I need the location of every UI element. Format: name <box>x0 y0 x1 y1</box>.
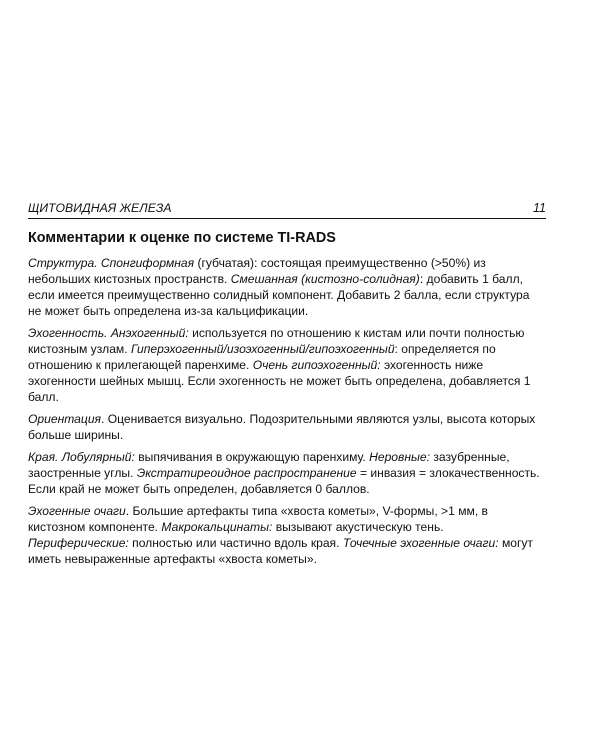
italic-term: Гиперэхогенный/изоэхогенный/гипоэхогенный <box>130 342 395 356</box>
paragraph-text: используется по отношению к кистам или почти полностью кистозным узлам. <box>28 326 525 356</box>
paragraph-text: эхогенность ниже эхогенности шейных мышц. Если эхогенность не может быть определена, добавляется 1 балл. <box>28 358 531 404</box>
paragraph-text: . Большие артефакты типа «хвоста кометы», V-формы, >1 мм, в кистозном компоненте. <box>28 504 488 534</box>
paragraph-text: . Оценивается визуально. Подозрительными являются узлы, высота которых больше ширины. <box>28 412 536 442</box>
paragraph-text: зазубренные, заостренные углы. <box>28 450 510 480</box>
body-text <box>28 255 546 573</box>
italic-term: Анэхогенный: <box>110 326 189 340</box>
paragraph-text: полностью или частично вдоль края. <box>128 536 343 550</box>
paragraph-text: (губчатая): состоящая преимущественно (>50%) из небольших кистозных пространств. <box>28 256 486 286</box>
italic-term: Эхогенность. <box>28 326 111 340</box>
paragraph-orientation <box>28 411 546 443</box>
italic-term: Периферические: <box>28 536 129 550</box>
italic-term: Лобулярный: <box>61 450 135 464</box>
italic-term: Макрокальцинаты: <box>161 520 273 534</box>
page-number: 11 <box>533 201 546 215</box>
italic-term: Экстратиреоидное распространение <box>136 466 357 480</box>
italic-term: Неровные: <box>369 450 430 464</box>
italic-term: Края. <box>28 450 62 464</box>
paragraph-text: : добавить 1 балл, если имеется преимущественно солидный компонент. Добавить 2 балла, если структура не может быть определена из-за кальцификации. <box>28 272 530 318</box>
paragraph-text: : определяется по отношению к прилегающей паренхиме. <box>28 342 496 372</box>
paragraph-margin <box>28 449 546 497</box>
paragraph-text: = инвазия = злокачественность. Если край не может быть определен, добавляется 0 баллов. <box>28 466 540 496</box>
running-title: ЩИТОВИДНАЯ ЖЕЛЕЗА <box>28 201 172 215</box>
paragraph-echogenic-foci <box>28 503 546 567</box>
italic-term: Смешанная (кистозно-солидная) <box>230 272 420 286</box>
running-header <box>28 201 546 219</box>
paragraph-echogenicity <box>28 325 546 405</box>
paragraph-text: вызывают акустическую тень. <box>272 520 444 534</box>
italic-term: Эхогенные очаги <box>28 504 126 518</box>
italic-term: Точечные эхогенные очаги: <box>342 536 499 550</box>
paragraph-text: могут иметь невыраженные артефакты «хвоста кометы». <box>28 536 533 566</box>
italic-term: Очень гипоэхогенный: <box>252 358 381 372</box>
paragraph-structure <box>28 255 546 319</box>
italic-term: Структура. <box>28 256 101 270</box>
italic-term: Спонгиформная <box>100 256 195 270</box>
paragraph-text: выпячивания в окружающую паренхиму. <box>134 450 370 464</box>
section-heading: Комментарии к оценке по системе TI-RADS <box>28 230 336 246</box>
italic-term: Ориентация <box>28 412 102 426</box>
